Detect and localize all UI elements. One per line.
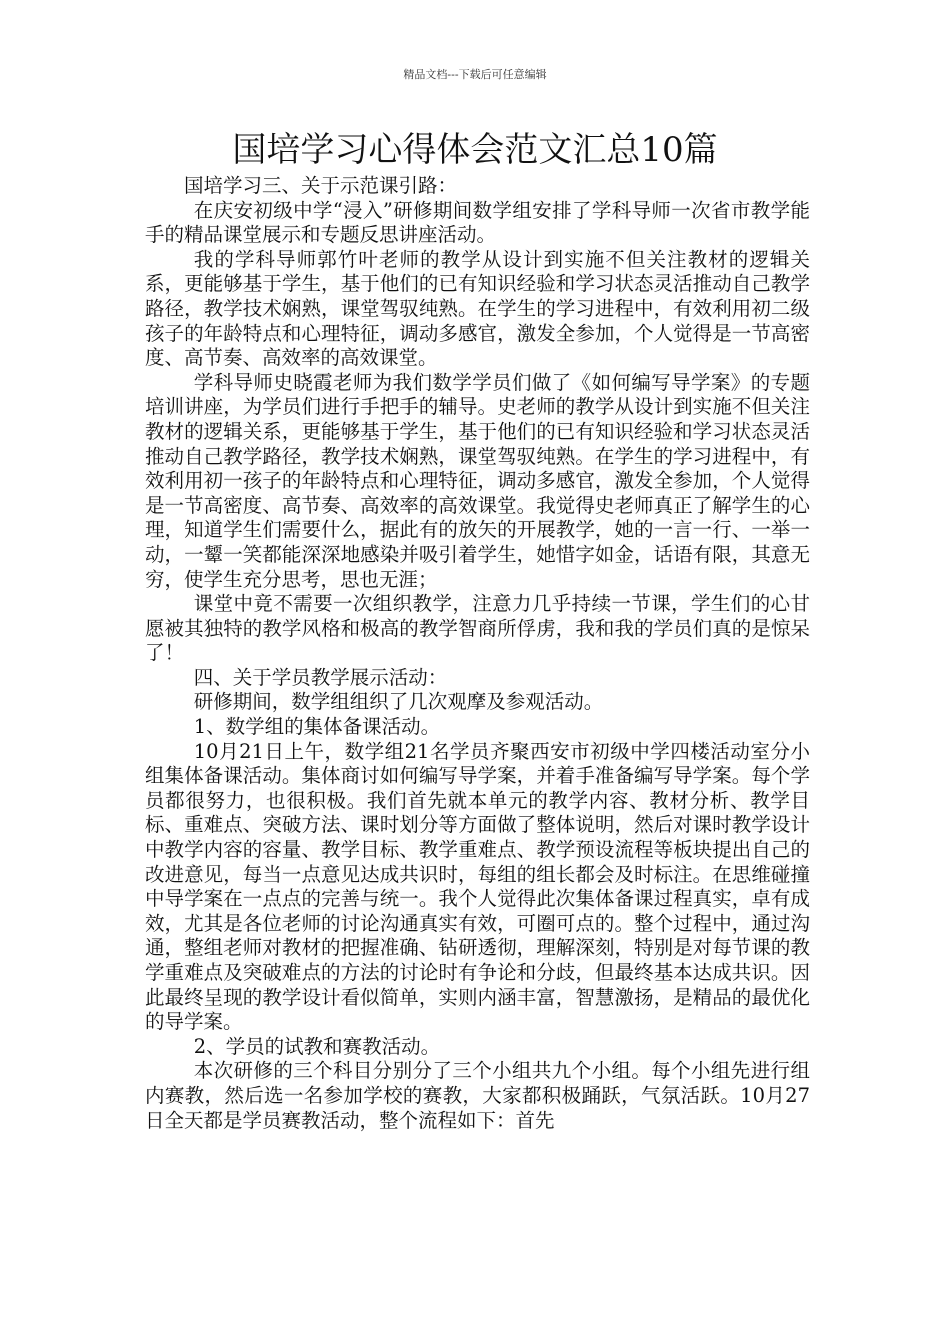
subsection-heading: 2、学员的试教和赛教活动。 (193, 1034, 441, 1058)
paragraph: 课堂中竟不需要一次组织教学，注意力几乎持续一节课，学生们的心甘愿被其独特的教学风格和极高的教学智商所俘虏，我和我的学员们真的是惊呆了！ (145, 592, 810, 665)
paragraph: 国培学习三、关于示范课引路： (184, 174, 458, 197)
paragraph: 本次研修的三个科目分别分了三个小组共九个小组。每个小组先进行组内赛教，然后选一名参加学校的赛教，大家都积极踊跃，气氛活跃。10月27日全天都是学员赛教活动，整个流程如下：首先 (145, 1059, 810, 1132)
paragraph: 研修期间，数学组组织了几次观摩及参观活动。 (193, 690, 604, 714)
subsection-heading: 1、数学组的集体备课活动。 (193, 715, 441, 739)
paragraph: 在庆安初级中学“浸入”研修期间数学组安排了学科导师一次省市教学能手的精品课堂展示和专题反思讲座活动。 (145, 198, 810, 247)
paragraph: 我的学科导师郭竹叶老师的教学从设计到实施不但关注教材的逻辑关系，更能够基于学生，基于他们的已有知识经验和学习状态灵活推动自己教学路径，教学技术娴熟，课堂驾驭纯熟。在学生的学习进程中，有效利用初二级孩子的年龄特点和心理特征，调动多感官，激发全参加，个人觉得是一节高密度、高节奏、高效率的高效课堂。 (145, 247, 810, 370)
paragraph: 10月21日上午，数学组21名学员齐聚西安市初级中学四楼活动室分小组集体备课活动。集体商讨如何编写导学案，并着手准备编写导学案。每个学员都很努力，也很积极。我们首先就本单元的教学内容、教材分析、教学目标、重难点、突破方法、课时划分等方面做了整体说明，然后对课时教学设计中教学内容的容量、教学目标、教学重难点、教学预设流程等板块提出自己的改进意见，每当一点意见达成共识时，每组的组长都会及时标注。在思维碰撞中导学案在一点点的完善与统一。我个人觉得此次集体备课过程真实，卓有成效，尤其是各位老师的讨论沟通真实有效，可圈可点的。整个过程中，通过沟通，整组老师对教材的把握准确、钻研透彻，理解深刻，特别是对每节课的教学重难点及突破难点的方法的讨论时有争论和分歧，但最终基本达成共识。因此最终呈现的教学设计看似简单，实则内涵丰富，智慧激扬，是精品的最优化的导学案。 (145, 739, 810, 1034)
section-heading: 四、关于学员教学展示活动： (193, 665, 448, 689)
document-body (145, 174, 810, 1133)
header-note: 精品文档---下载后可任意编辑 (403, 68, 547, 81)
document-title: 国培学习心得体会范文汇总10篇 (232, 130, 718, 170)
paragraph: 学科导师史晓霞老师为我们数学学员们做了《如何编写导学案》的专题培训讲座，为学员们进行手把手的辅导。史老师的教学从设计到实施不但关注教材的逻辑关系，更能够基于学生，基于他们的已有知识经验和学习状态灵活推动自己教学路径，教学技术娴熟，课堂驾驭纯熟。在学生的学习进程中，有效利用初一孩子的年龄特点和心理特征，调动多感官，激发全参加，个人觉得是一节高密度、高节奏、高效率的高效课堂。我觉得史老师真正了解学生的心理，知道学生们需要什么，据此有的放矢的开展教学，她的一言一行、一举一动，一颦一笑都能深深地感染并吸引着学生，她惜字如金，话语有限，其意无穷，使学生充分思考，思也无涯； (145, 370, 810, 591)
